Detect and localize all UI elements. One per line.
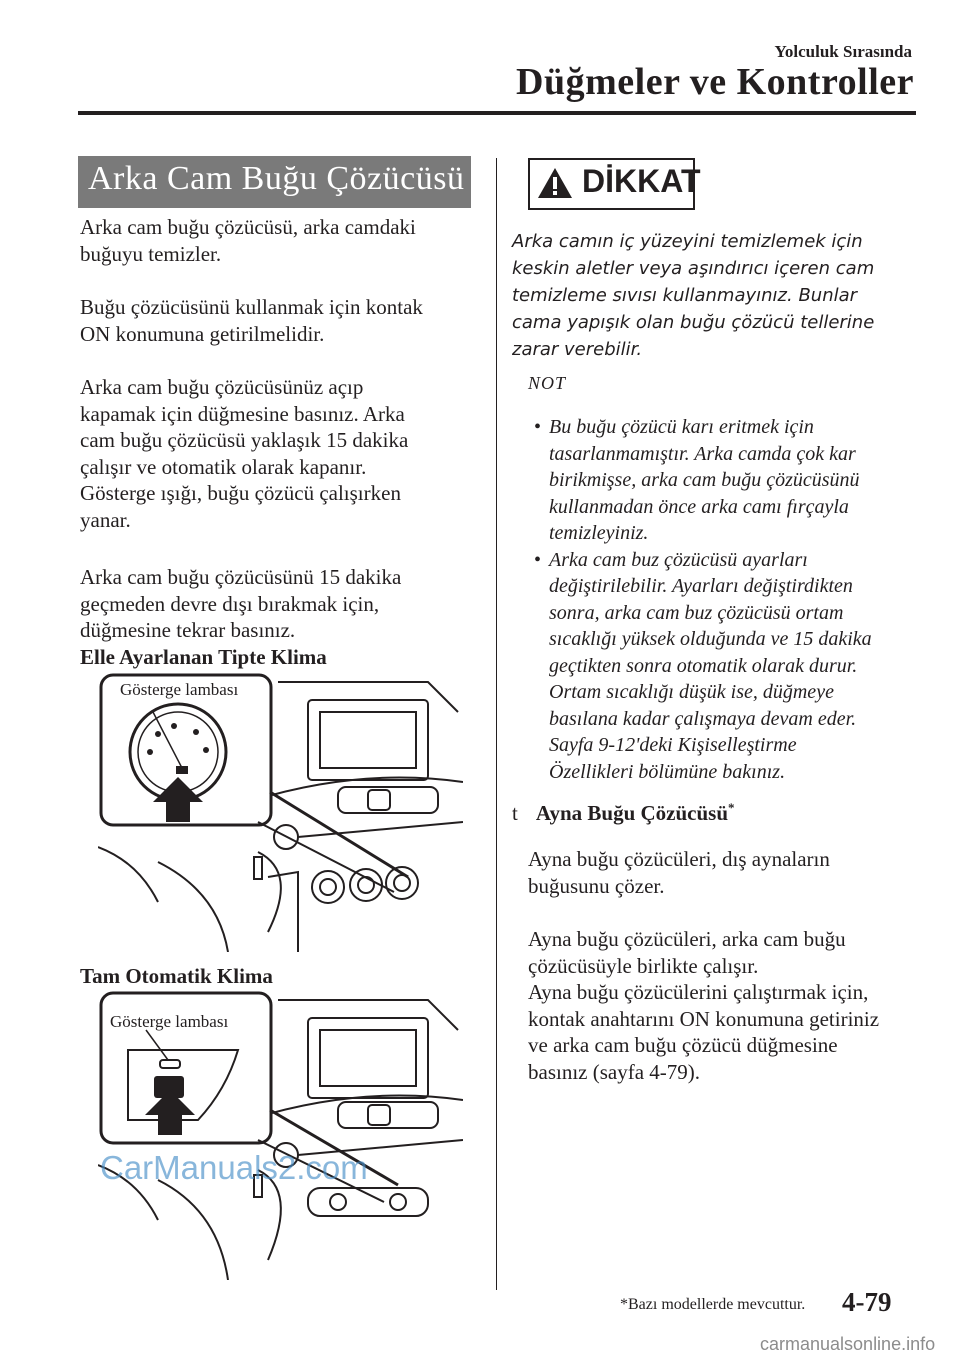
text-line: Ayna buğu çözücüleri, dış aynaların [528,847,830,871]
dashboard-manual-drawing [98,672,463,952]
text-line: Ayna buğu çözücüleri, arka cam buğu [528,927,846,951]
text-line: Bu buğu çözücü karı eritmek için [549,416,814,438]
note-item [522,414,922,547]
text-line: değiştirilebilir. Ayarları değiştirdikten [549,575,853,597]
text-line: kontak anahtarını ON konumuna getiriniz [528,1006,880,1031]
section-marker: t [512,801,518,825]
text-line: buğuyu temizler. [80,241,222,266]
text-line: düğmesine tekrar basınız. [80,618,296,642]
text-line: Arka cam buz çözücüsü ayarları [549,548,808,571]
auto-climate-illustration [98,990,463,1280]
text-line: ve arka cam buğu çözücü düğmesine [528,1033,838,1057]
section-heading: Arka Cam Buğu Çözücüsü [88,160,465,197]
text-line: zarar verebilir. [512,339,643,360]
text-line: çözücüsüyle birlikte çalışır. [528,953,759,978]
caution-label: DİKKAT [582,163,701,199]
column-divider [496,158,497,1290]
text-line: kapamak için düğmesine basınız. Arka [80,401,405,426]
bullet: • [534,548,542,571]
text-line: Arka camın iç yüzeyini temizlemek için [512,231,863,252]
text-line: basınız (sayfa 4-79). [528,1059,701,1084]
text-line: Özellikleri bölümüne bakınız. [549,760,786,783]
manual-climate-heading: Elle Ayarlanan Tipte Klima [80,645,327,669]
text-line: Arka cam buğu çözücüsünü 15 dakika [80,565,402,589]
text-line: yanar. [80,507,131,532]
mirror-paragraph-2 [528,926,918,1085]
optional-asterisk: * [728,800,735,815]
caution-text [512,228,912,363]
text-line: cam buğu çözücüsü yaklaşık 15 dakika [80,428,409,452]
header-rule [78,111,916,115]
text-line: sıcaklığı yüksek olduğunda ve 15 dakika [549,628,872,650]
text-line: Sayfa 9-12'deki Kişiselleştirme [549,734,797,756]
auto-climate-heading: Tam Otomatik Klima [80,964,273,988]
bullet: • [534,416,542,438]
paragraph-disable [80,564,480,644]
text-line: ON konumuna getirilmelidir. [80,321,325,346]
text-line: cama yapışık olan buğu çözücü tellerine [512,312,875,333]
running-head: Yolculuk Sırasında [774,42,912,61]
section-title: Düğmeler ve Kontroller [516,61,914,103]
manual-climate-illustration [98,672,463,952]
mirror-heading-text: Ayna Buğu Çözücüsü [535,801,729,825]
footnote: *Bazı modellerde mevcuttur. [620,1296,806,1313]
note-list [522,414,922,785]
paragraph-intro [80,214,480,267]
text-line: basılana kadar çalışmaya devam eder. [549,707,857,730]
mirror-paragraph-1 [528,846,918,899]
page-number: 4-79 [842,1287,892,1317]
text-line: temizleme sıvısı kullanmayınız. Bunlar [512,285,858,306]
watermark-carmanuals2: CarManuals2.com [100,1149,368,1186]
text-line: geçtikten sonra otomatik olarak durur. [549,654,858,677]
text-line: temizleyiniz. [549,522,649,544]
text-line: Buğu çözücüsünü kullanmak için kontak [80,295,423,319]
text-line: geçmeden devre dışı bırakmak için, [80,591,380,616]
text-line: keskin aletler veya aşındırıcı içeren cam [512,258,875,279]
text-line: Ayna buğu çözücülerini çalıştırmak için, [528,980,869,1004]
text-line: Ortam sıcaklığı düşük ise, düğmeye [549,681,834,703]
note-title: NOT [528,373,567,393]
text-line: Arka cam buğu çözücüsü, arka camdaki [80,215,416,239]
text-line: birikmişse, arka cam buğu çözücüsünü [549,469,860,491]
text-line: sonra, arka cam buz çözücüsü ortam [549,601,844,624]
paragraph-operation [80,374,480,533]
dashboard-auto-drawing [98,990,463,1280]
warning-triangle-icon [536,166,574,200]
note-item [522,547,922,786]
text-line: Gösterge ışığı, buğu çözücü çalışırken [80,481,401,505]
indicator-label-auto: Gösterge lambası [110,1012,229,1031]
mirror-defroster-heading [512,800,735,826]
watermark-carmanualsonline: carmanualsonline.info [760,1334,936,1354]
indicator-label-manual: Gösterge lambası [120,680,239,699]
text-line: Arka cam buğu çözücüsünüz açıp [80,375,364,399]
paragraph-ignition [80,294,480,347]
text-line: buğusunu çözer. [528,873,665,898]
text-line: çalışır ve otomatik olarak kapanır. [80,454,367,479]
text-line: kullanmadan önce arka camı fırçayla [549,495,849,518]
text-line: tasarlanmamıştır. Arka camda çok kar [549,442,856,465]
